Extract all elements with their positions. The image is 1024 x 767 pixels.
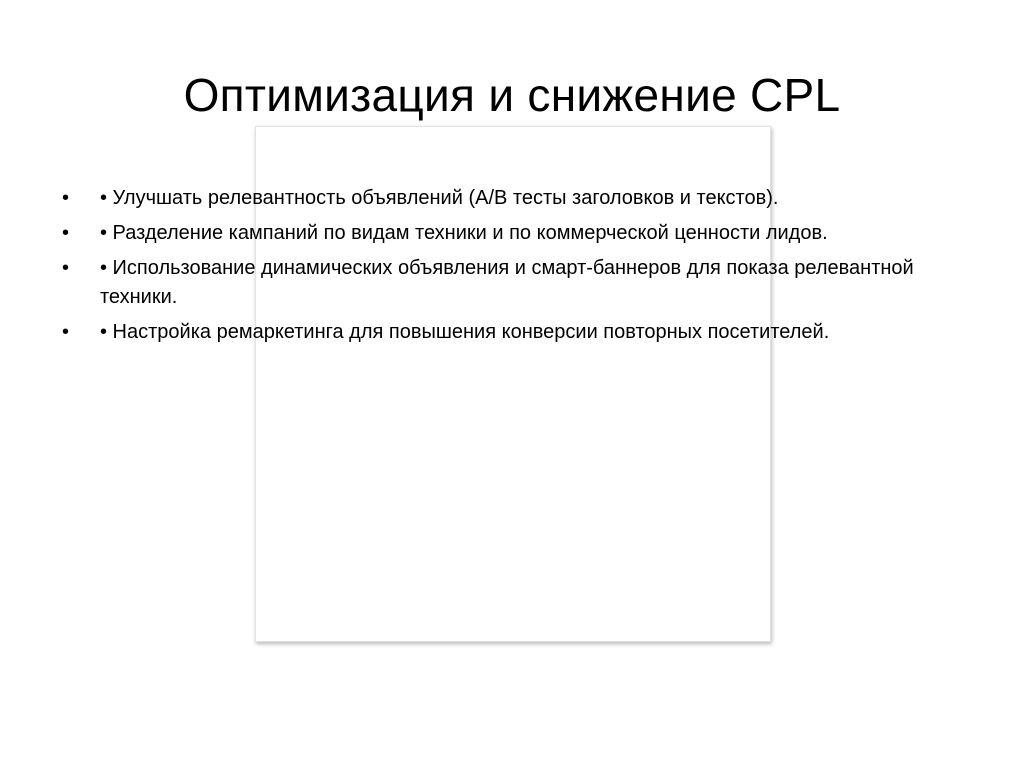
bullet-text: • Улучшать релевантность объявлений (A/B тесты заголовков и текстов).: [100, 187, 779, 209]
bullet-text: • Использование динамических объявления и смарт-баннеров для показа релевантной техники.: [100, 257, 914, 308]
bullet-marker: •: [62, 257, 70, 279]
bullet-item: [62, 318, 962, 347]
bullet-text: • Разделение кампаний по видам техники и по коммерческой ценности лидов.: [100, 222, 828, 244]
bullet-marker: •: [62, 222, 70, 244]
slide-title: Оптимизация и снижение CPL: [183, 69, 841, 121]
bullet-item: [62, 184, 962, 213]
bullet-marker: •: [62, 321, 70, 343]
bullet-item: [62, 219, 962, 248]
bullet-item: [62, 254, 962, 312]
bullet-text: • Настройка ремаркетинга для повышения конверсии повторных посетителей.: [100, 321, 830, 343]
bullet-list: [62, 184, 962, 353]
bullet-marker: •: [62, 187, 70, 209]
